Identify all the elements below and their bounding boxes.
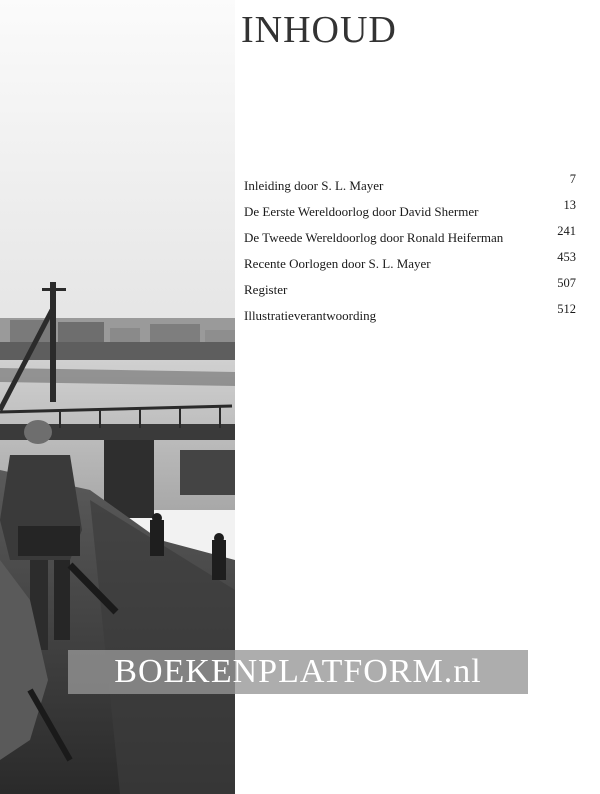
toc-entry-title: Recente Oorlogen door S. L. Mayer xyxy=(244,256,431,271)
toc-entry xyxy=(244,250,576,276)
toc-entry-title: Illustratieverantwoording xyxy=(244,308,377,323)
toc-entry-page: 512 xyxy=(557,302,576,316)
toc-entry-page: 507 xyxy=(557,276,576,290)
toc-entry xyxy=(244,302,576,328)
table-of-contents xyxy=(244,172,576,328)
toc-entry-page: 13 xyxy=(563,198,576,212)
toc-entry-title: Register xyxy=(244,282,288,297)
toc-entry xyxy=(244,224,576,250)
toc-entry xyxy=(244,276,576,302)
toc-entry-title: Inleiding door S. L. Mayer xyxy=(244,178,384,193)
toc-entry-page: 241 xyxy=(557,224,576,238)
page-title: INHOUD xyxy=(241,9,397,51)
toc-entry xyxy=(244,198,576,224)
toc-entry xyxy=(244,172,576,198)
toc-entry-page: 7 xyxy=(569,172,576,186)
toc-entry-page: 453 xyxy=(557,250,576,264)
toc-entry-title: De Tweede Wereldoorlog door Ronald Heiferman xyxy=(244,230,504,245)
watermark: BOEKENPLATFORM.nl xyxy=(68,650,528,694)
toc-entry-title: De Eerste Wereldoorlog door David Shermer xyxy=(244,204,479,219)
